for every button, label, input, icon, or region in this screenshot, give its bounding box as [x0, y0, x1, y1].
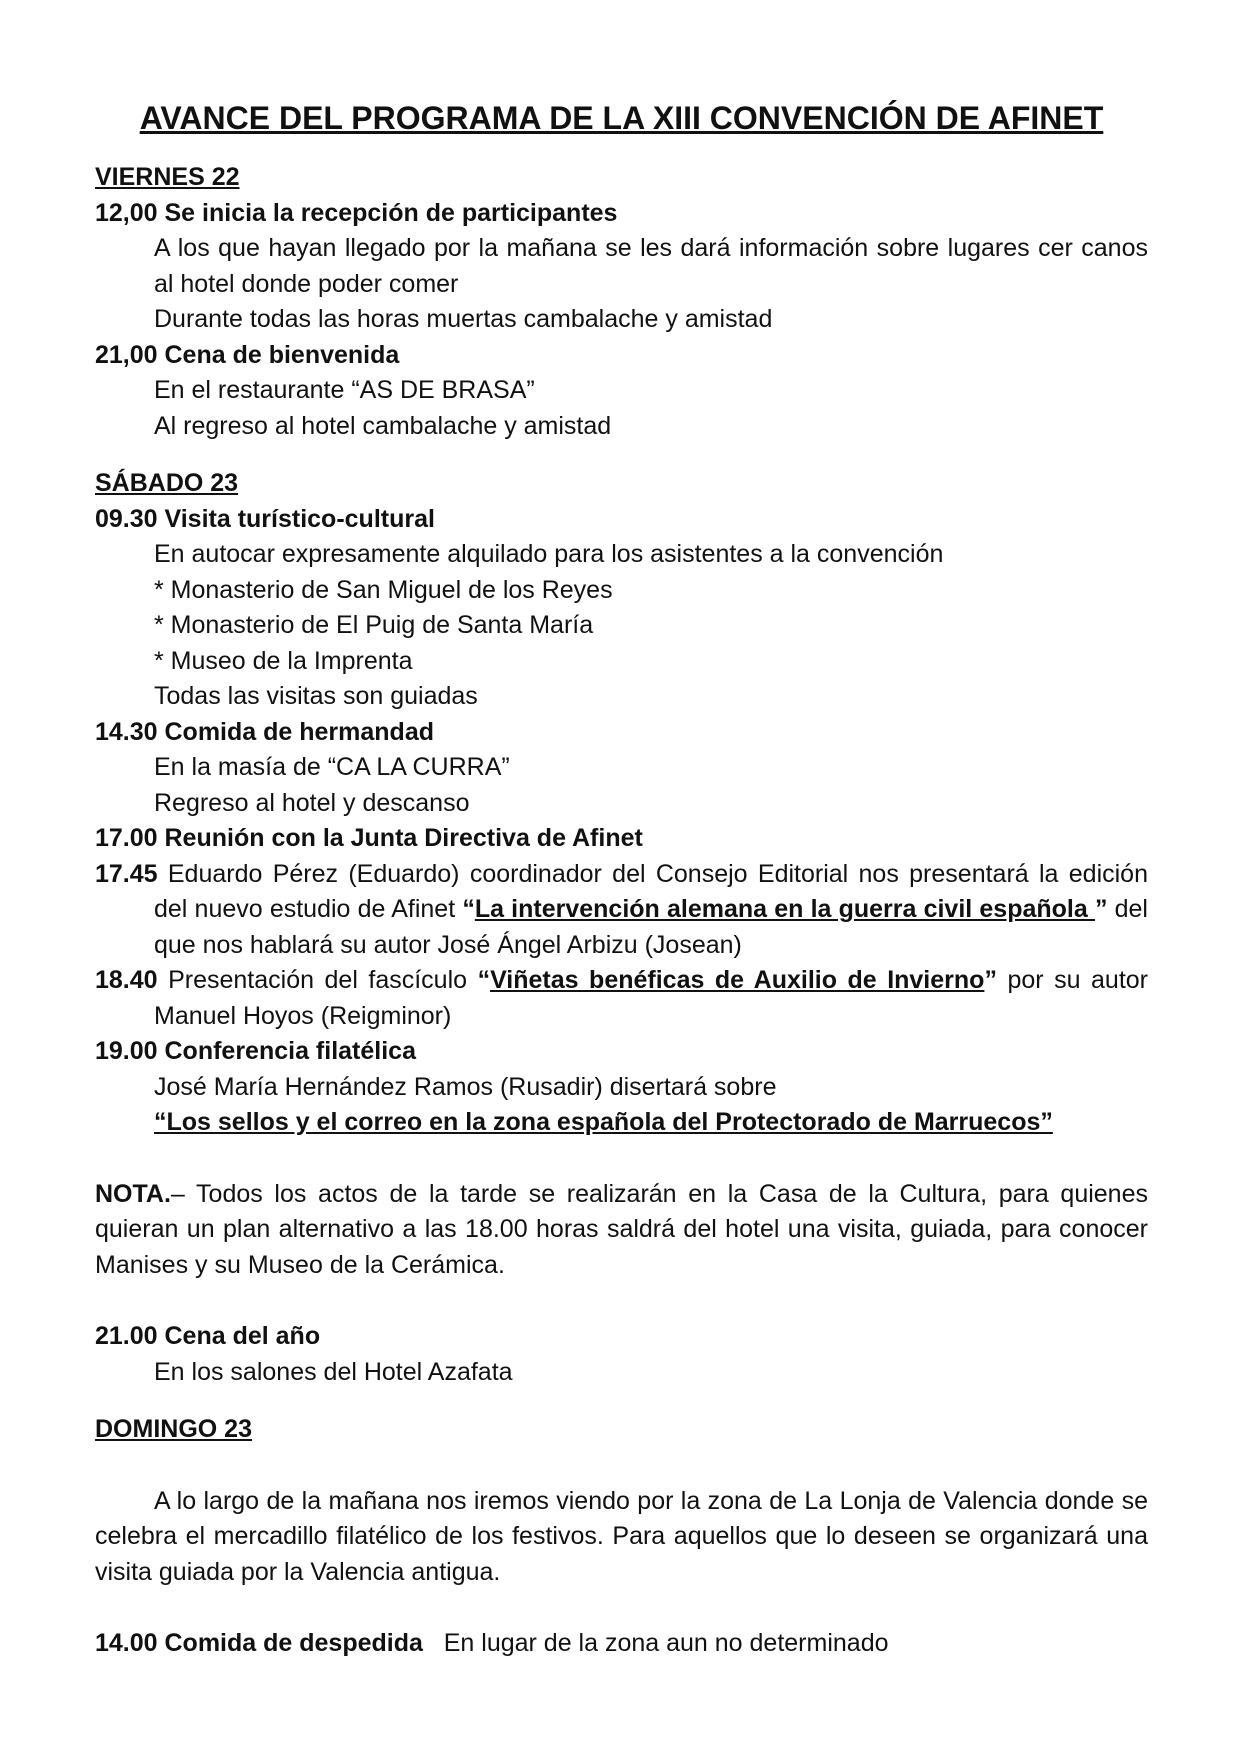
event-text: Presentación del fascículo — [157, 966, 478, 994]
quote-open: “ — [462, 895, 475, 923]
day-heading-domingo: DOMINGO 23 — [95, 1415, 252, 1443]
event-detail: * Monasterio de El Puig de Santa María — [154, 611, 594, 639]
domingo-paragraph: A lo largo de la mañana nos iremos viendo por la zona de La Lonja de Valencia donde se celebra el mercadillo filatélico de los festivos. Para aquellos que lo deseen se organizará una visita guiada por la Valencia antigua. — [95, 1486, 1148, 1586]
nota-label: NOTA. — [95, 1179, 171, 1208]
event-detail: En la masía de “CA LA CURRA” — [154, 753, 510, 781]
event-time: 17.45 — [95, 859, 158, 888]
event-detail: En los salones del Hotel Azafata — [154, 1357, 513, 1386]
conference-title: “Los sellos y el correo en la zona española del Protectorado de Marruecos” — [154, 1108, 1053, 1136]
day-heading-viernes: VIERNES 22 — [95, 163, 240, 191]
event-detail: Todas las visitas son guiadas — [154, 682, 478, 710]
quote-open: “ — [477, 966, 491, 994]
nota-text: – Todos los actos de la tarde se realizarán en la Casa de la Cultura, para quienes quieran un plan alternativo a las 18.00 horas saldrá del hotel una visita, guiada, para conocer Manises y su Museo de la Cerámica. — [95, 1179, 1148, 1279]
quote-close: ” — [984, 966, 997, 994]
spacer — [95, 1390, 1148, 1412]
nota-paragraph — [95, 1177, 1148, 1284]
event-detail: * Monasterio de San Miguel de los Reyes — [154, 575, 613, 604]
event-despedida — [95, 1626, 1148, 1662]
book-title: Viñetas benéficas de Auxilio de Invierno — [490, 966, 985, 994]
event-title-cena-bienvenida: 21,00 Cena de bienvenida — [95, 340, 400, 369]
document-title: AVANCE DEL PROGRAMA DE LA XIII CONVENCIÓN DE AFINET — [139, 100, 1104, 136]
section-viernes — [95, 160, 1148, 444]
event-title-despedida: 14.00 Comida de despedida — [95, 1629, 423, 1657]
event-detail: * Museo de la Imprenta — [154, 646, 413, 675]
book-title: La intervención alemana en la guerra civil española — [474, 895, 1095, 923]
event-detail: A los que hayan llegado por la mañana se les dará información sobre lugares cer canos al hotel donde poder comer — [154, 234, 1148, 298]
event-detail: José María Hernández Ramos (Rusadir) disertará sobre — [154, 1072, 777, 1101]
event-detail: En autocar expresamente alquilado para los asistentes a la convención — [154, 540, 944, 568]
event-detail: Durante todas las horas muertas cambalache y amistad — [154, 305, 773, 333]
event-presentacion-estudio — [95, 857, 1148, 964]
event-time: 18.40 — [95, 966, 158, 994]
event-title-visita: 09.30 Visita turístico-cultural — [95, 504, 435, 533]
spacer — [95, 1141, 1148, 1177]
spacer — [95, 1283, 1148, 1319]
quote-close: ” — [1094, 895, 1108, 923]
day-heading-sabado: SÁBADO 23 — [95, 469, 239, 497]
event-title-comida-hermandad: 14.30 Comida de hermandad — [95, 717, 435, 746]
spacer — [95, 444, 1148, 466]
section-domingo — [95, 1412, 1148, 1662]
event-title-reunion: 17.00 Reunión con la Junta Directiva de Afinet — [95, 824, 643, 852]
section-sabado — [95, 466, 1148, 1141]
event-title-conferencia: 19.00 Conferencia filatélica — [95, 1037, 416, 1065]
event-title-recepcion: 12,00 Se inicia la recepción de participantes — [95, 198, 618, 227]
event-text: por su autor Manuel Hoyos (Reigminor) — [154, 966, 1148, 1030]
event-text: En lugar de la zona aun no determinado — [422, 1629, 889, 1657]
event-text: del que nos hablará su autor José Ángel Arbizu (Josean) — [154, 895, 1148, 959]
spacer — [95, 1590, 1148, 1626]
section-cena-anio — [95, 1319, 1148, 1390]
event-title-cena-anio: 21.00 Cena del año — [95, 1322, 321, 1350]
event-detail: Regreso al hotel y descanso — [154, 788, 470, 817]
event-detail: En el restaurante “AS DE BRASA” — [154, 376, 535, 404]
event-detail: Al regreso al hotel cambalache y amistad — [154, 411, 612, 440]
spacer — [95, 1448, 1148, 1484]
event-presentacion-fasciculo — [95, 963, 1148, 1034]
event-text: Eduardo Pérez (Eduardo) coordinador del Consejo Editorial nos presentará la edición del nuevo estudio de Afinet — [154, 859, 1148, 923]
